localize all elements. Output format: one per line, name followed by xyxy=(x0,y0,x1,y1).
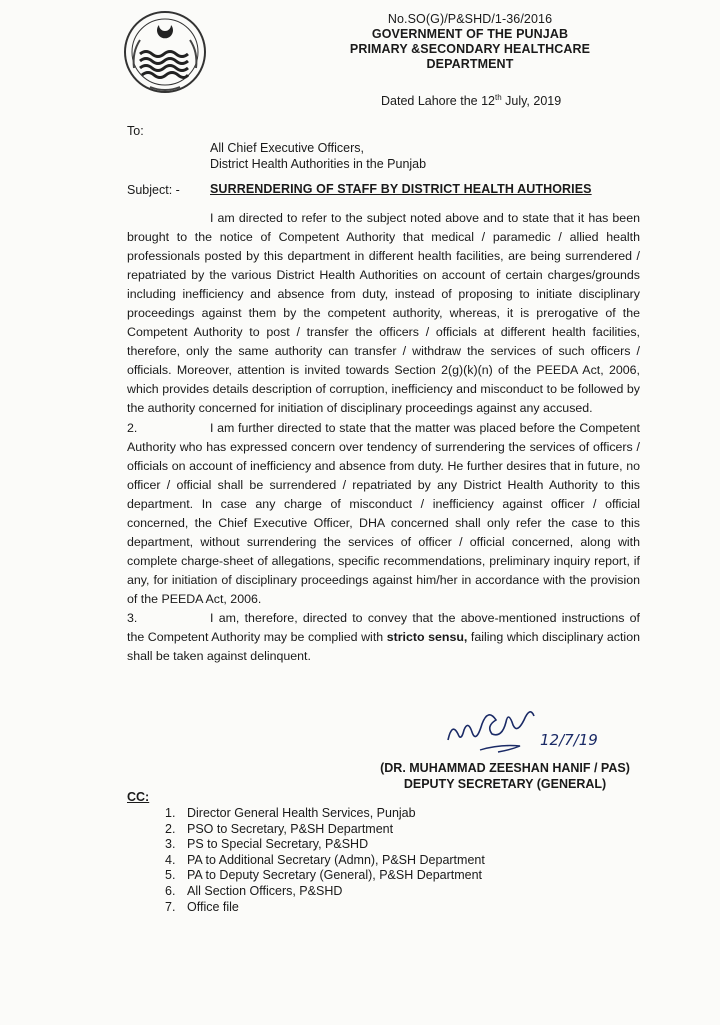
cc-item: 2. PSO to Secretary, P&SH Department xyxy=(165,821,394,836)
letterhead-line-3: DEPARTMENT xyxy=(426,57,514,71)
date-prefix: Dated Lahore the 12 xyxy=(381,94,495,109)
letterhead xyxy=(330,12,610,72)
subject-label: Subject: - xyxy=(127,183,180,197)
cc-label: CC: xyxy=(127,790,150,804)
signatory-block xyxy=(370,760,640,792)
punjab-emblem-icon xyxy=(120,8,210,96)
date-superscript: th xyxy=(494,93,502,102)
cc-item: 4. PA to Additional Secretary (Admn), P&SH Department xyxy=(165,852,485,867)
paragraph-3-number: 3. xyxy=(127,610,138,625)
addressee-line-1: All Chief Executive Officers, xyxy=(210,141,364,155)
cc-item: 1. Director General Health Services, Punjab xyxy=(165,806,416,820)
cc-item: 3. PS to Special Secretary, P&SHD xyxy=(165,837,369,852)
cc-item: 7. Office file xyxy=(165,899,239,914)
paragraph-2-text: I am further directed to state that the matter was placed before the Competent Authority who has expressed concern over tendency of surrendering the services of officers / officials on account of inefficiency and absence from duty. He further desires that in future, no officer / official shall be surrendered / repatriated by any District Health Authority to this department. In case any charge of misconduct / inefficiency against officer / official concerned, the Chief Executive Officer, DHA concerned shall only refer the case to this department, without surrendering the services of officer / official concerned, along with complete charge-sheet of allegations, specific recommendations, preliminary inquiry report, if any, for initiation of disciplinary proceedings against him/her in accordance with the provision of the PEEDA Act, 2006. xyxy=(127,420,640,606)
addressee xyxy=(210,140,426,172)
cc-item: 5. PA to Deputy Secretary (General), P&SH Department xyxy=(165,868,483,883)
paragraph-3-text-a: I am, therefore, directed to convey that the above-mentioned instructions of the Competent Authority may be complied with xyxy=(127,610,640,645)
reference-number: No.SO(G)/P&SHD/1-36/2016 xyxy=(387,12,553,26)
signatory-title: DEPUTY SECRETARY (GENERAL) xyxy=(403,777,607,791)
paragraph-3 xyxy=(127,609,640,666)
letterhead-line-2: PRIMARY &SECONDARY HEALTHCARE xyxy=(349,42,591,56)
cc-list xyxy=(165,806,485,915)
paragraph-3-bold: stricto sensu, xyxy=(386,630,468,645)
to-label: To: xyxy=(127,124,144,138)
addressee-line-2: District Health Authorities in the Punjab xyxy=(210,157,427,171)
date-suffix: July, 2019 xyxy=(501,94,562,109)
paragraph-3-text-b: failing which disciplinary action shall be taken against delinquent. xyxy=(127,630,640,664)
paragraph-2 xyxy=(127,419,640,609)
letter-body xyxy=(127,209,640,666)
subject-text: SURRENDERING OF STAFF BY DISTRICT HEALTH AUTHORIES xyxy=(210,182,592,196)
cc-item: 6. All Section Officers, P&SHD xyxy=(165,883,343,898)
paragraph-2-number: 2. xyxy=(127,420,138,435)
date-line xyxy=(381,93,561,108)
signature-date: 12/7/19 xyxy=(540,731,598,749)
signature-icon xyxy=(440,700,600,760)
paragraph-1: I am directed to refer to the subject noted above and to state that it has been brought to the notice of Competent Authority that medical / paramedic / allied health professionals posted by this department in different health facilities, are being surrendered / repatriated by the various District Health Authorities on account of certain charges/grounds including inefficiency and absence from duty, instead of proposing to initiate disciplinary proceedings against them by the competent authority, whereas, it is prerogative of the Competent Authority to post / transfer the officers / officials at different health facilities, therefore, only the same authority can transfer / withdraw the services of such officers / officials. Moreover, attention is invited towards Section 2(g)(k)(n) of the PEEDA Act, 2006, which provides details description of corruption, inefficiency and misconduct to be followed by the authority concerned for initiation of disciplinary proceedings against any accused. xyxy=(127,211,640,416)
signatory-name: (DR. MUHAMMAD ZEESHAN HANIF / PAS) xyxy=(380,761,630,775)
letterhead-line-1: GOVERNMENT OF THE PUNJAB xyxy=(371,27,569,41)
